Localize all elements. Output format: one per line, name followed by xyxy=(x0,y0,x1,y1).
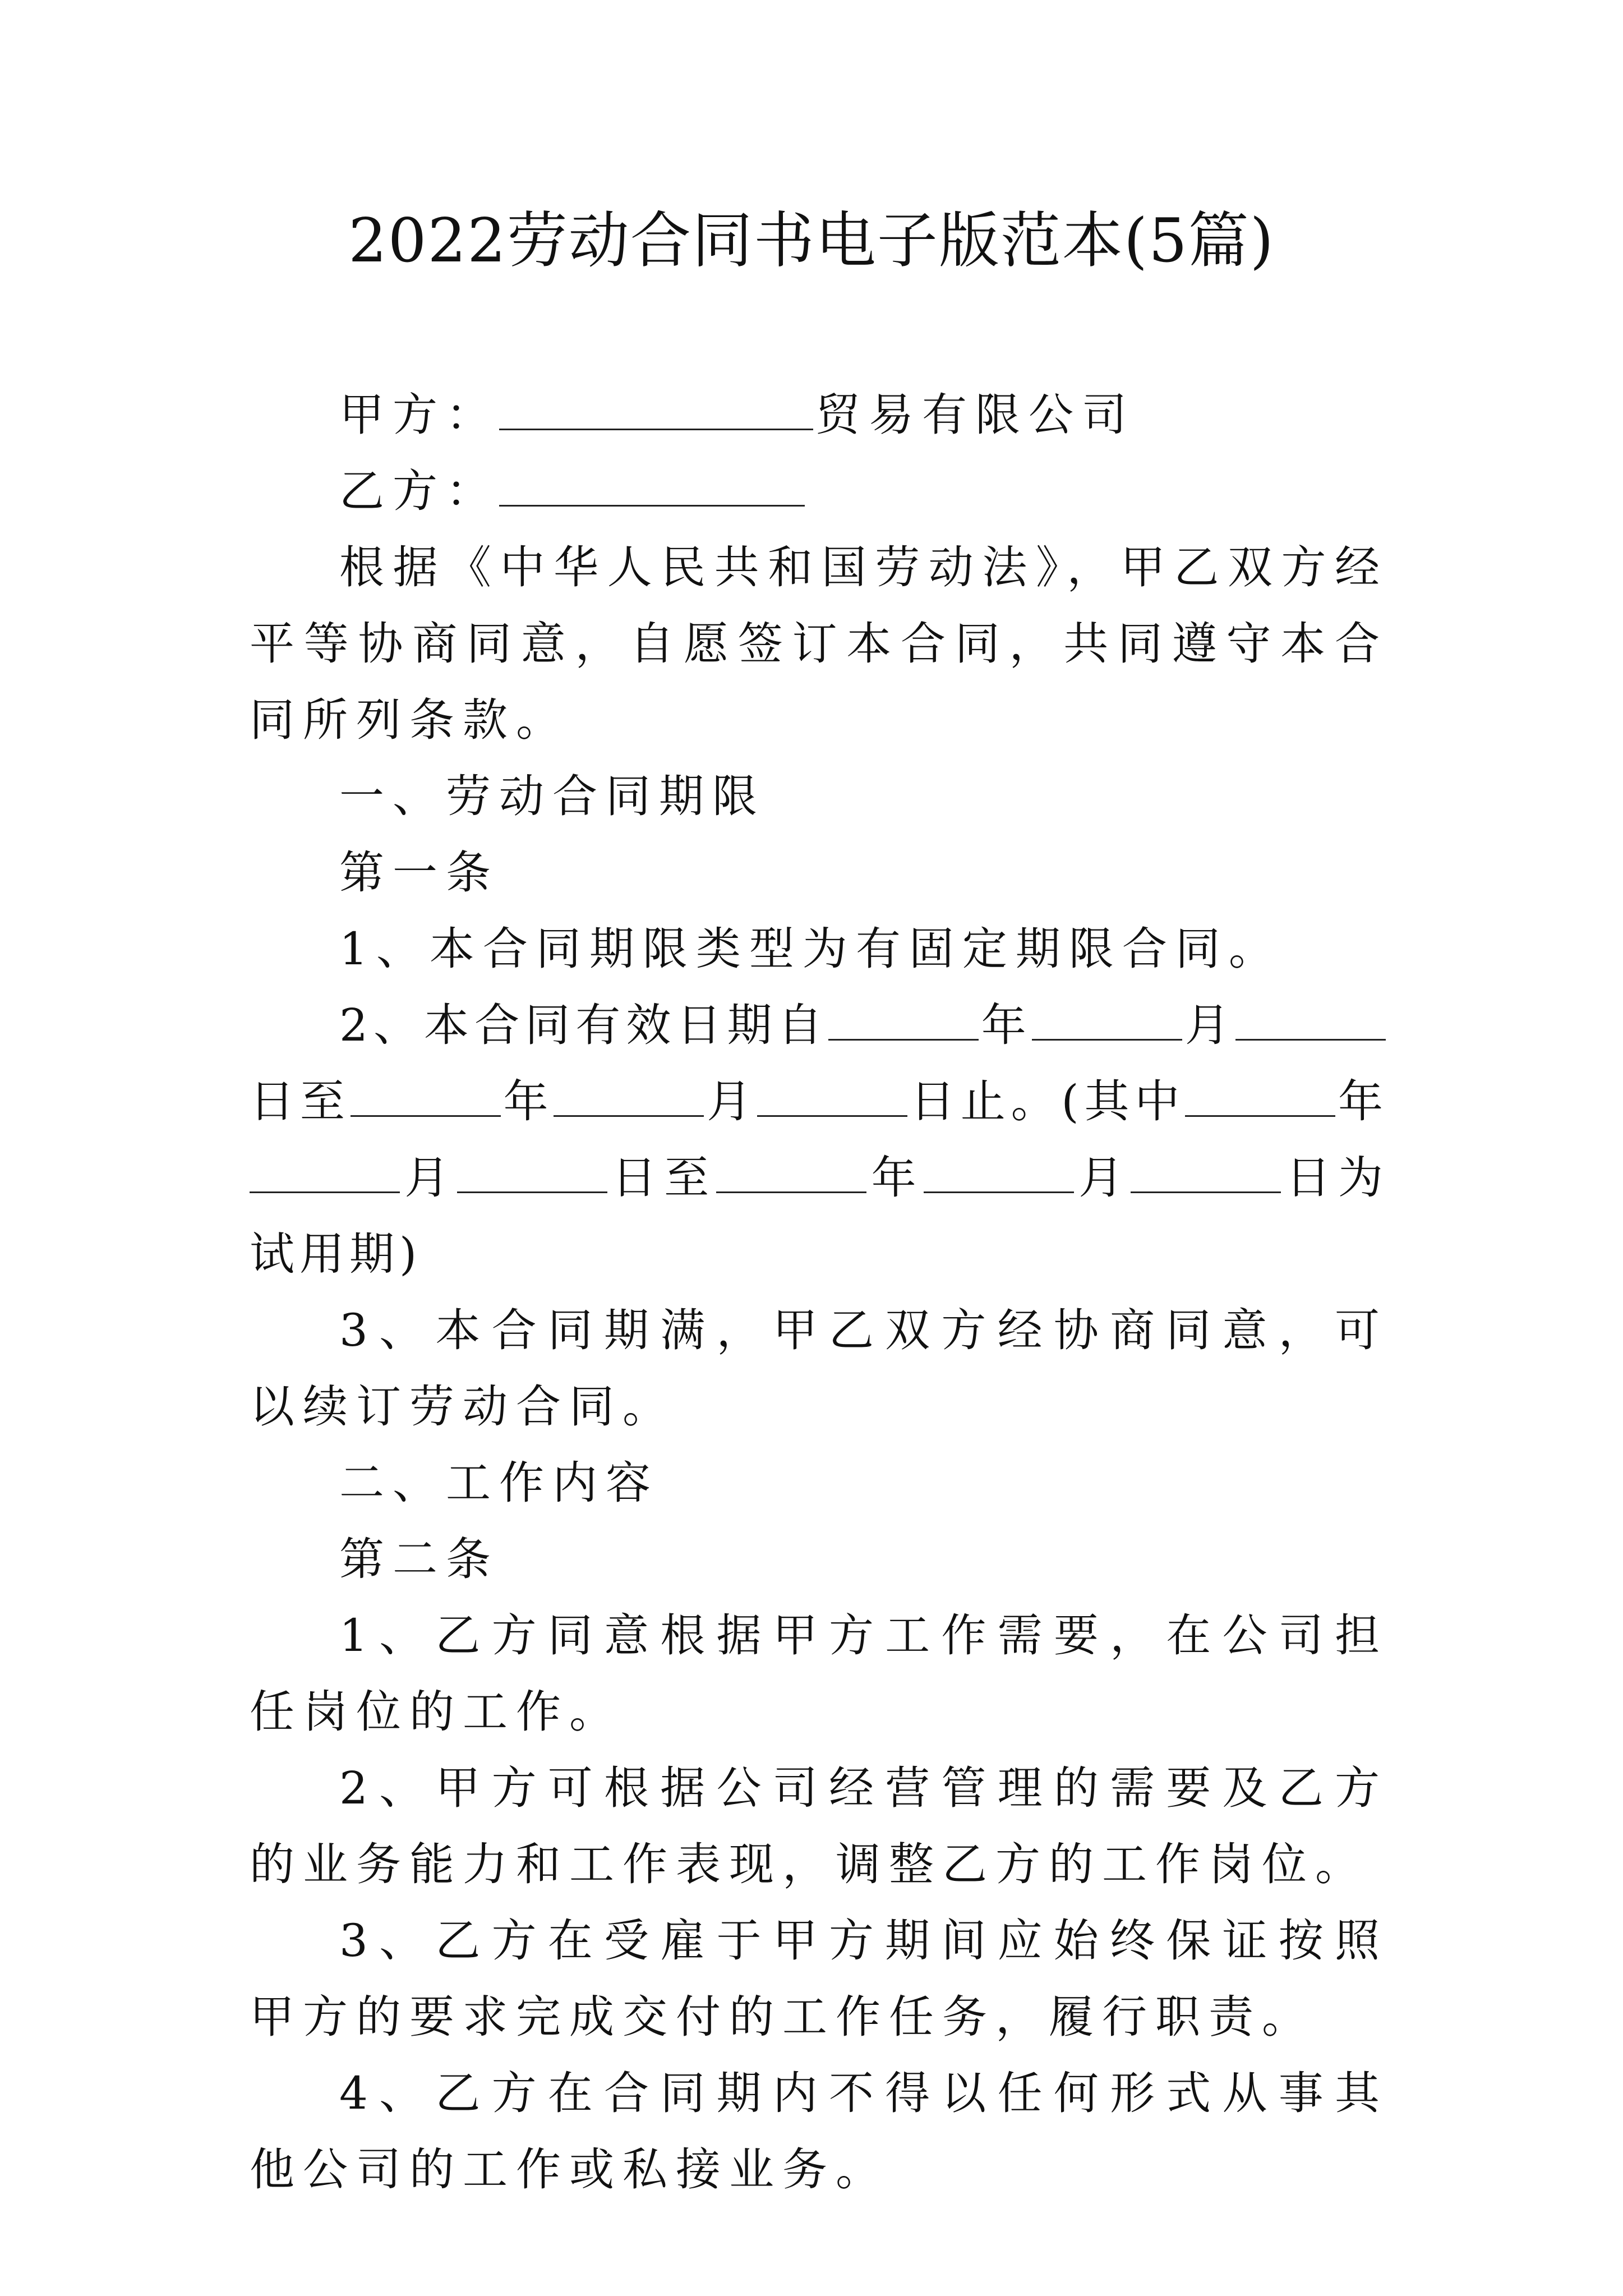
day-to-label: 日至 xyxy=(250,1075,351,1128)
party-a-label: 甲方： xyxy=(339,389,499,441)
date-blank xyxy=(1235,1004,1386,1041)
section-1-item-3: 3、本合同期满，甲乙双方经协商同意，可以续订劳动合同。 xyxy=(250,1304,1388,1433)
date-blank xyxy=(1032,1004,1182,1041)
day-end-label: 日止。(其中 xyxy=(910,1075,1186,1128)
document-title: 2022劳动合同书电子版范本(5篇) xyxy=(348,206,1275,276)
party-a-line xyxy=(250,377,1388,453)
section-1-item-1: 1、本合同期限类型为有固定期限合同。 xyxy=(339,923,1282,975)
date-blank xyxy=(554,1080,704,1117)
date-blank xyxy=(716,1157,866,1193)
party-b-line xyxy=(250,453,1388,530)
date-blank xyxy=(828,1004,979,1041)
month-label: 月 xyxy=(402,1152,457,1204)
month-label: 月 xyxy=(1076,1152,1131,1204)
date-blank xyxy=(757,1080,907,1117)
party-a-blank xyxy=(499,394,813,430)
date-blank xyxy=(1131,1157,1281,1193)
intro-paragraph: 根据《中华人民共和国劳动法》，甲乙双方经平等协商同意，自愿签订本合同，共同遵守本合同所列条款。 xyxy=(250,541,1388,746)
section-1-item-2 xyxy=(250,987,1388,1292)
year-label: 年 xyxy=(869,1152,924,1204)
article-1-label: 第一条 xyxy=(339,846,499,899)
month-label: 月 xyxy=(706,1075,758,1128)
party-a-suffix: 贸易有限公司 xyxy=(815,389,1135,441)
month-label: 月 xyxy=(1184,999,1235,1051)
date-blank xyxy=(1185,1080,1335,1117)
year-label: 年 xyxy=(502,1075,554,1128)
party-b-label: 乙方： xyxy=(339,465,499,517)
section-2-item-2: 2、甲方可根据公司经营管理的需要及乙方的业务能力和工作表现，调整乙方的工作岗位。 xyxy=(250,1762,1388,1890)
date-blank xyxy=(457,1157,607,1193)
party-b-blank xyxy=(499,470,805,507)
date-blank xyxy=(924,1157,1074,1193)
item-2-prefix: 2、本合同有效日期自 xyxy=(339,999,828,1051)
probation-end-label: 日为试用期) xyxy=(250,1152,1389,1280)
year-label: 年 xyxy=(1338,1075,1389,1128)
section-2-item-1: 1、乙方同意根据甲方工作需要，在公司担任岗位的工作。 xyxy=(250,1609,1388,1738)
document-body xyxy=(250,377,1388,2208)
section-2-heading: 二、工作内容 xyxy=(339,1457,659,1509)
section-2-item-3: 3、乙方在受雇于甲方期间应始终保证按照甲方的要求完成交付的工作任务，履行职责。 xyxy=(250,1915,1388,2043)
date-blank xyxy=(351,1080,501,1117)
article-2-label: 第二条 xyxy=(339,1533,499,1585)
day-to-label: 日至 xyxy=(609,1152,717,1204)
date-blank xyxy=(250,1157,400,1193)
section-2-item-4: 4、乙方在合同期内不得以任何形式从事其他公司的工作或私接业务。 xyxy=(250,2067,1388,2196)
section-1-heading: 一、劳动合同期限 xyxy=(339,770,766,822)
year-label: 年 xyxy=(980,999,1032,1051)
